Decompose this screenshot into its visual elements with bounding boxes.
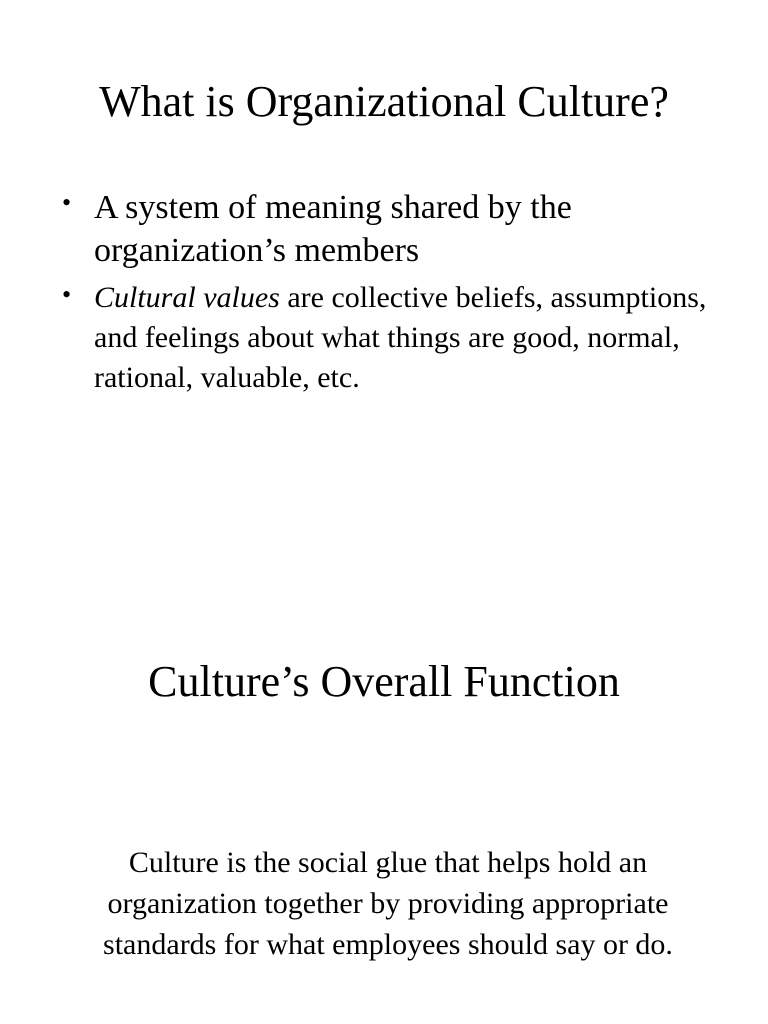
bullet-list xyxy=(62,186,722,404)
bullet-item-shared-meaning xyxy=(62,186,722,272)
slide-title: What is Organizational Culture? xyxy=(99,77,669,126)
bullet-marker: • xyxy=(62,280,72,309)
emphasized-term: Cultural values xyxy=(94,281,280,314)
bullet-text: are collective beliefs, assumptions, and feelings about what things are good, normal, rational, valuable, etc. xyxy=(94,281,707,394)
slide-title: Culture’s Overall Function xyxy=(148,657,620,706)
bullet-item-cultural-values xyxy=(62,278,722,398)
bullet-text: A system of meaning shared by the organization’s members xyxy=(94,189,572,269)
bullet-marker: • xyxy=(62,188,72,217)
body-paragraph: Culture is the social glue that helps hold an organization together by providing appropriate standards for what employees should say or do. xyxy=(103,846,673,961)
slide-culture-function xyxy=(0,560,768,1024)
